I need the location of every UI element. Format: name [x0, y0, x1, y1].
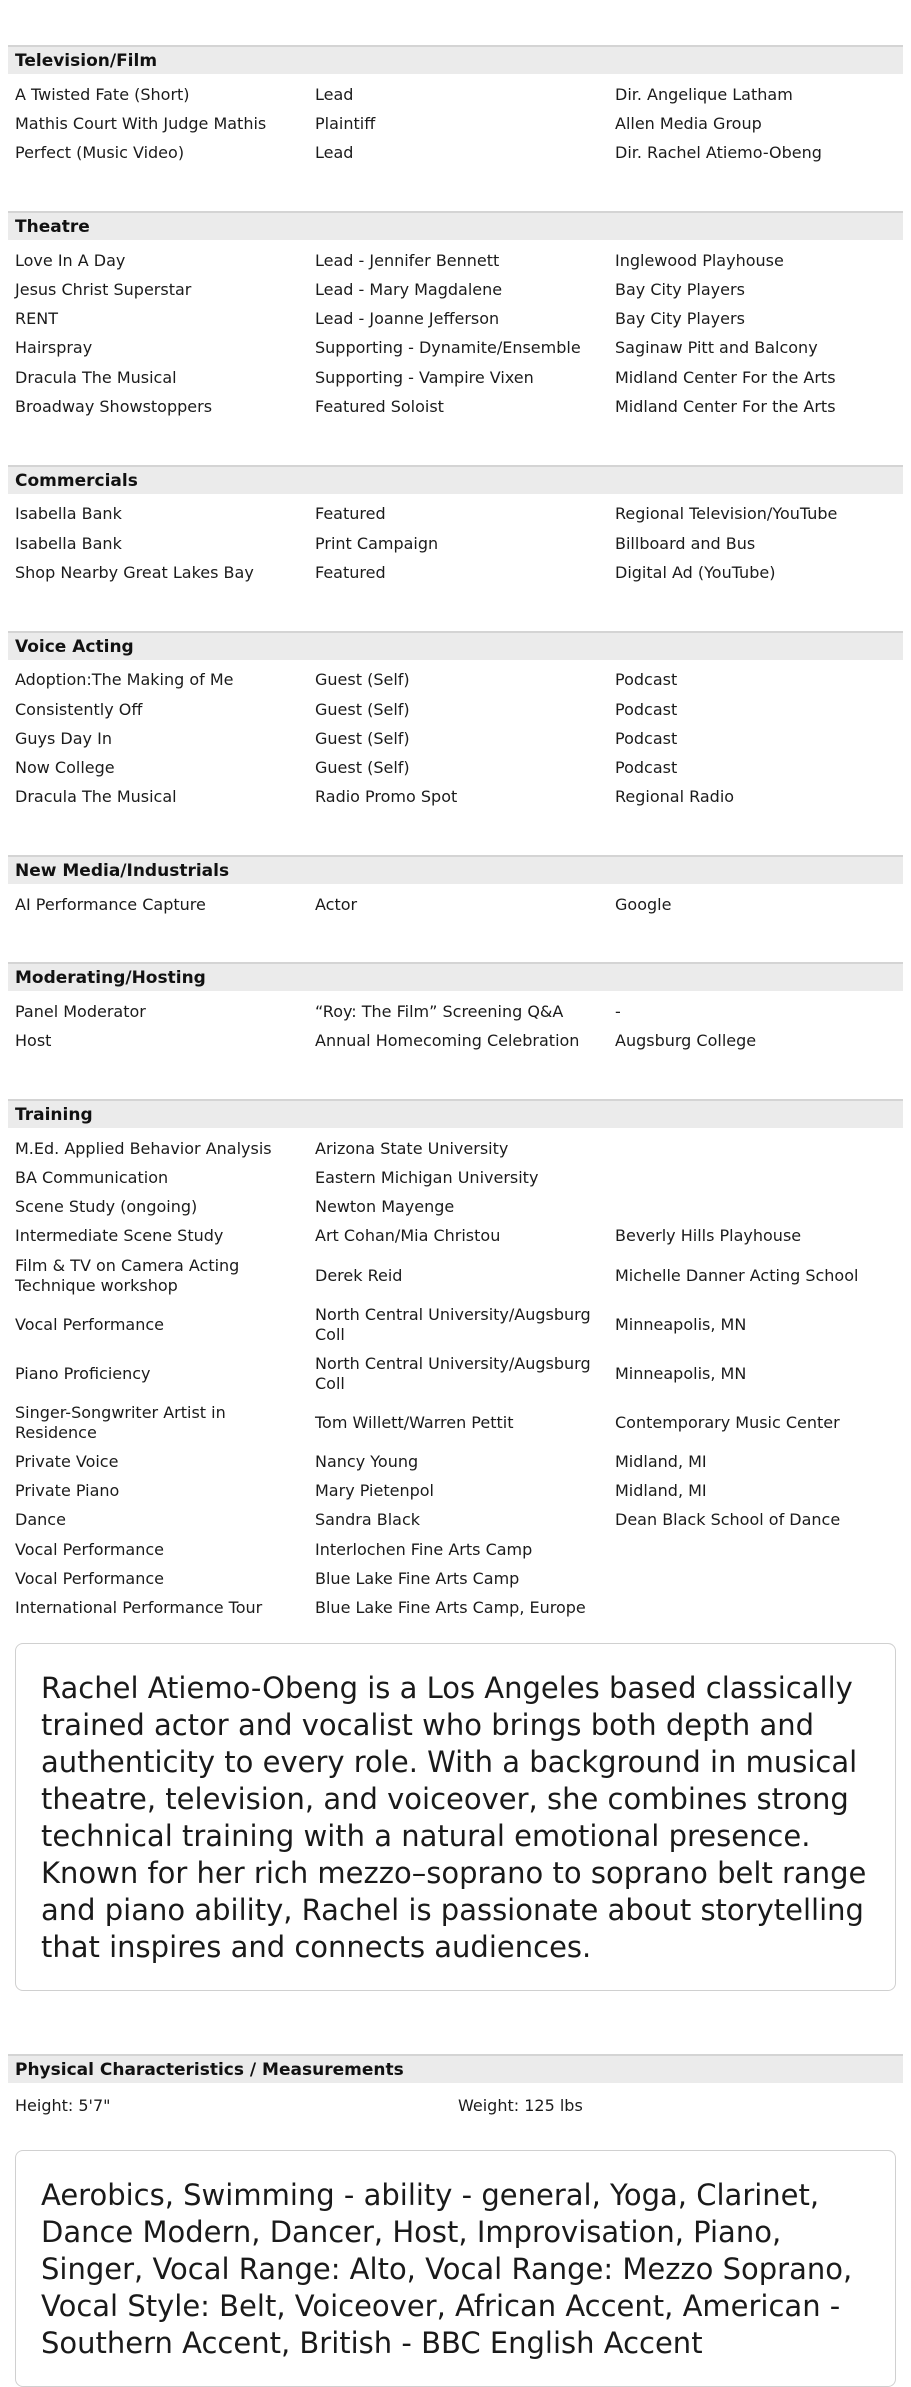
section-title: Voice Acting	[8, 631, 903, 660]
row-role: North Central University/Augsburg Coll	[315, 1304, 591, 1344]
row-title: Film & TV on Camera Acting Technique workshop	[15, 1255, 240, 1295]
table-row	[8, 1163, 903, 1192]
table-row	[8, 1349, 903, 1398]
section-voice-acting	[8, 588, 903, 812]
row-role: Arizona State University	[315, 1138, 509, 1158]
height-value: Height: 5'7"	[15, 2095, 111, 2115]
row-role: Radio Promo Spot	[315, 787, 458, 807]
row-role: Derek Reid	[315, 1265, 403, 1285]
row-role: Featured	[315, 504, 386, 524]
skills-wrapper	[0, 2115, 911, 2387]
row-role: Nancy Young	[315, 1451, 419, 1471]
row-title: Intermediate Scene Study	[15, 1226, 224, 1246]
row-venue: Bay City Players	[615, 309, 745, 329]
section-title: Theatre	[8, 211, 903, 240]
table-row	[8, 1506, 903, 1535]
row-role: Blue Lake Fine Arts Camp	[315, 1568, 520, 1588]
credits-list	[8, 991, 903, 1056]
bio-wrapper	[0, 1623, 911, 1991]
row-venue: Billboard and Bus	[615, 533, 756, 553]
section-new-media	[8, 812, 903, 919]
table-row	[8, 1222, 903, 1251]
row-title: Jesus Christ Superstar	[15, 279, 192, 299]
table-row	[8, 1564, 903, 1593]
row-role: Sandra Black	[315, 1510, 421, 1530]
table-row	[8, 666, 903, 695]
row-title: Private Piano	[15, 1481, 120, 1501]
row-role: Eastern Michigan University	[315, 1167, 539, 1187]
section-title: Physical Characteristics / Measurements	[8, 2054, 903, 2083]
row-role: Newton Mayenge	[315, 1197, 455, 1217]
row-title: Now College	[15, 758, 115, 778]
row-title: Isabella Bank	[15, 504, 122, 524]
row-role: Print Campaign	[315, 533, 439, 553]
table-row	[8, 246, 903, 275]
table-row	[8, 334, 903, 363]
row-role: Lead - Mary Magdalene	[315, 279, 503, 299]
row-venue: Allen Media Group	[615, 113, 762, 133]
row-venue: Dir. Rachel Atiemo-Obeng	[615, 143, 822, 163]
row-role: Tom Willett/Warren Pettit	[315, 1412, 514, 1432]
row-role: Supporting - Dynamite/Ensemble	[315, 338, 581, 358]
row-title: Hairspray	[15, 338, 93, 358]
row-title: Private Voice	[15, 1451, 119, 1471]
measurements-row	[8, 2083, 903, 2115]
row-title: Perfect (Music Video)	[15, 143, 185, 163]
row-venue: Podcast	[615, 670, 678, 690]
credits-list	[8, 494, 903, 588]
row-venue: Dean Black School of Dance	[615, 1510, 841, 1530]
section-television-film	[8, 0, 903, 168]
row-venue: Midland, MI	[615, 1481, 707, 1501]
row-title: Dracula The Musical	[15, 787, 177, 807]
section-training	[8, 1056, 903, 1623]
row-venue: -	[615, 1001, 621, 1021]
table-row	[8, 1594, 903, 1623]
row-venue: Inglewood Playhouse	[615, 250, 784, 270]
table-row	[8, 558, 903, 587]
row-title: M.Ed. Applied Behavior Analysis	[15, 1138, 272, 1158]
section-title: Commercials	[8, 465, 903, 494]
row-role: North Central University/Augsburg Coll	[315, 1353, 591, 1393]
row-role: Art Cohan/Mia Christou	[315, 1226, 501, 1246]
row-role: Guest (Self)	[315, 758, 410, 778]
table-row	[8, 1447, 903, 1476]
row-title: Host	[15, 1031, 52, 1051]
row-venue: Midland, MI	[615, 1451, 707, 1471]
table-row	[8, 80, 903, 109]
row-venue: Minneapolis, MN	[615, 1314, 747, 1334]
row-title: Dracula The Musical	[15, 367, 177, 387]
row-title: Vocal Performance	[15, 1568, 165, 1588]
row-role: Lead - Jennifer Bennett	[315, 250, 500, 270]
table-row	[8, 1134, 903, 1163]
section-moderating-hosting	[8, 919, 903, 1056]
skills-text: Aerobics, Swimming - ability - general, Yoga, Clarinet, Dance Modern, Dancer, Host, Improvisation, Piano, Singer, Vocal Range: Alto, Vocal Range: Mezzo Soprano, Vocal Style: Belt, Voiceover, African Accent, American - Southern Accent, British - BBC English Accent	[15, 2150, 896, 2387]
section-title: Training	[8, 1099, 903, 1128]
row-venue: Contemporary Music Center	[615, 1412, 840, 1432]
row-title: Consistently Off	[15, 699, 143, 719]
row-role: Guest (Self)	[315, 670, 410, 690]
table-row	[8, 1476, 903, 1505]
credits-list	[8, 240, 903, 422]
row-role: Interlochen Fine Arts Camp	[315, 1539, 533, 1559]
row-title: Mathis Court With Judge Mathis	[15, 113, 267, 133]
section-theatre	[8, 168, 903, 422]
row-venue: Digital Ad (YouTube)	[615, 562, 776, 582]
row-role: Annual Homecoming Celebration	[315, 1031, 580, 1051]
table-row	[8, 1535, 903, 1564]
training-list	[8, 1128, 903, 1623]
row-title: Piano Proficiency	[15, 1363, 151, 1383]
section-title: Moderating/Hosting	[8, 962, 903, 991]
row-role: Actor	[315, 894, 358, 914]
row-venue: Podcast	[615, 699, 678, 719]
table-row	[8, 1398, 903, 1447]
row-title: RENT	[15, 309, 58, 329]
row-venue: Midland Center For the Arts	[615, 367, 836, 387]
table-row	[8, 275, 903, 304]
row-role: Mary Pietenpol	[315, 1481, 434, 1501]
row-title: A Twisted Fate (Short)	[15, 84, 190, 104]
table-row	[8, 529, 903, 558]
row-title: Vocal Performance	[15, 1539, 165, 1559]
row-role: Lead - Joanne Jefferson	[315, 309, 500, 329]
table-row	[8, 997, 903, 1026]
row-venue: Dir. Angelique Latham	[615, 84, 793, 104]
row-venue: Regional Radio	[615, 787, 735, 807]
row-venue: Regional Television/YouTube	[615, 504, 838, 524]
row-title: Vocal Performance	[15, 1314, 165, 1334]
table-row	[8, 890, 903, 919]
row-title: Shop Nearby Great Lakes Bay	[15, 562, 254, 582]
section-physical	[8, 1991, 903, 2115]
row-role: Lead	[315, 143, 354, 163]
table-row	[8, 1300, 903, 1349]
table-row	[8, 392, 903, 421]
row-role: Lead	[315, 84, 354, 104]
table-row	[8, 753, 903, 782]
credits-list	[8, 660, 903, 812]
row-venue: Beverly Hills Playhouse	[615, 1226, 802, 1246]
row-role: Featured	[315, 562, 386, 582]
table-row	[8, 695, 903, 724]
table-row	[8, 109, 903, 138]
row-title: Love In A Day	[15, 250, 126, 270]
row-venue: Google	[615, 894, 672, 914]
row-venue: Podcast	[615, 728, 678, 748]
row-title: International Performance Tour	[15, 1598, 263, 1618]
table-row	[8, 500, 903, 529]
row-title: BA Communication	[15, 1167, 169, 1187]
row-venue: Podcast	[615, 758, 678, 778]
row-title: Scene Study (ongoing)	[15, 1197, 198, 1217]
row-role: Featured Soloist	[315, 397, 444, 417]
section-title: New Media/Industrials	[8, 855, 903, 884]
row-role: Blue Lake Fine Arts Camp, Europe	[315, 1598, 586, 1618]
table-row	[8, 139, 903, 168]
row-venue: Augsburg College	[615, 1031, 757, 1051]
row-role: Guest (Self)	[315, 728, 410, 748]
credits-list	[8, 74, 903, 168]
row-title: Guys Day In	[15, 728, 112, 748]
row-venue: Minneapolis, MN	[615, 1363, 747, 1383]
row-venue: Midland Center For the Arts	[615, 397, 836, 417]
row-title: Singer-Songwriter Artist in Residence	[15, 1402, 226, 1442]
row-role: Guest (Self)	[315, 699, 410, 719]
row-role: Supporting - Vampire Vixen	[315, 367, 534, 387]
row-role: “Roy: The Film” Screening Q&A	[315, 1001, 564, 1021]
bio-text: Rachel Atiemo-Obeng is a Los Angeles based classically trained actor and vocalist who brings both depth and authenticity to every role. With a background in musical theatre, television, and voiceover, she combines strong technical training with a natural emotional presence. Known for her rich mezzo–soprano to soprano belt range and piano ability, Rachel is passionate about storytelling that inspires and connects audiences.	[15, 1643, 896, 1991]
section-title: Television/Film	[8, 45, 903, 74]
section-commercials	[8, 422, 903, 588]
row-venue: Michelle Danner Acting School	[615, 1265, 859, 1285]
row-title: Broadway Showstoppers	[15, 397, 213, 417]
table-row	[8, 783, 903, 812]
table-row	[8, 1251, 903, 1300]
table-row	[8, 304, 903, 333]
row-title: AI Performance Capture	[15, 894, 206, 914]
row-title: Panel Moderator	[15, 1001, 146, 1021]
table-row	[8, 363, 903, 392]
row-title: Dance	[15, 1510, 66, 1530]
row-title: Adoption:The Making of Me	[15, 670, 234, 690]
table-row	[8, 724, 903, 753]
credits-list	[8, 884, 903, 919]
table-row	[8, 1027, 903, 1056]
row-role: Plaintiff	[315, 113, 376, 133]
row-title: Isabella Bank	[15, 533, 122, 553]
weight-value: Weight: 125 lbs	[458, 2095, 583, 2115]
row-venue: Saginaw Pitt and Balcony	[615, 338, 818, 358]
row-venue: Bay City Players	[615, 279, 745, 299]
table-row	[8, 1193, 903, 1222]
